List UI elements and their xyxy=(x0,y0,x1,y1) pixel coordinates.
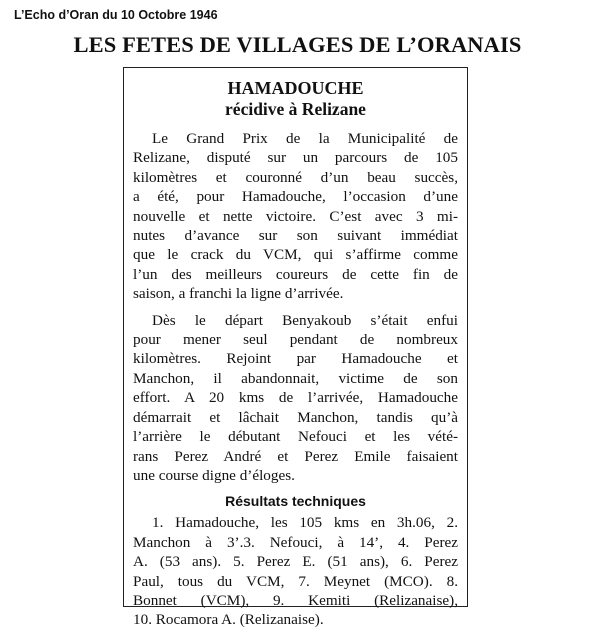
results-line: 10. Rocamora A. (Relizanaise). xyxy=(133,611,324,629)
paragraph-line: kilomètres et couronné d’un beau succès, xyxy=(133,168,458,186)
paragraph-line: Dès le départ Benyakoub s’était enfui xyxy=(152,311,458,329)
paragraph-line: saison, a franchi la ligne d’arrivée. xyxy=(133,285,344,303)
results-paragraph xyxy=(133,513,458,629)
article-paragraph-2 xyxy=(133,311,458,486)
paragraph-line: démarrait et lâchait Manchon, tandis qu’à xyxy=(133,408,458,426)
paragraph-line: Le Grand Prix de la Municipalité de xyxy=(152,130,458,147)
paragraph-line: rans Perez André et Perez Emile faisaient xyxy=(133,447,458,465)
paragraph-line: que le crack du VCM, qui s’affirme comme xyxy=(133,246,458,264)
paragraph-line: Manchon, il abandonnait, victime de son xyxy=(133,369,458,387)
paragraph-line: une course digne d’éloges. xyxy=(133,466,295,484)
paragraph-line: l’un des meilleurs coureurs de cette fin de xyxy=(133,265,458,283)
article-subtitle: récidive à Relizane xyxy=(225,99,366,119)
newspaper-source-date: L’Echo d’Oran du 10 Octobre 1946 xyxy=(14,8,218,22)
article-paragraph-1 xyxy=(133,129,458,304)
paragraph-line: nutes d’avance sur son suivant immédiat xyxy=(133,227,458,245)
results-line: Paul, tous du VCM, 7. Meynet (MCO). 8. xyxy=(133,572,458,590)
article-title: HAMADOUCHE xyxy=(227,78,364,98)
results-line: A. (53 ans). 5. Perez E. (51 ans), 6. Perez xyxy=(133,553,458,571)
paragraph-line: Relizane, disputé sur un parcours de 105 xyxy=(133,149,458,167)
paragraph-line: kilomètres. Rejoint par Hamadouche et xyxy=(133,350,458,368)
results-line: Manchon à 3’.3. Nefouci, à 14’, 4. Perez xyxy=(133,533,458,551)
paragraph-line: l’arrière le débutant Nefouci et les vété- xyxy=(133,428,458,446)
paragraph-line: a été, pour Hamadouche, l’occasion d’une xyxy=(133,188,458,206)
article-box xyxy=(123,67,468,629)
paragraph-line: pour mener seul pendant de nombreux xyxy=(133,331,458,349)
results-line: 1. Hamadouche, les 105 kms en 3h.06, 2. xyxy=(152,514,458,532)
paragraph-line: effort. A 20 kms de l’arrivée, Hamadouche xyxy=(133,389,458,407)
results-heading: Résultats techniques xyxy=(225,493,366,510)
results-line: Bonnet (VCM), 9. Kemiti (Relizanaise), xyxy=(133,591,458,609)
page-headline: LES FETES DE VILLAGES DE L’ORANAIS xyxy=(73,32,522,57)
paragraph-line: nouvelle et nette victoire. C’est avec 3 mi- xyxy=(133,207,458,225)
